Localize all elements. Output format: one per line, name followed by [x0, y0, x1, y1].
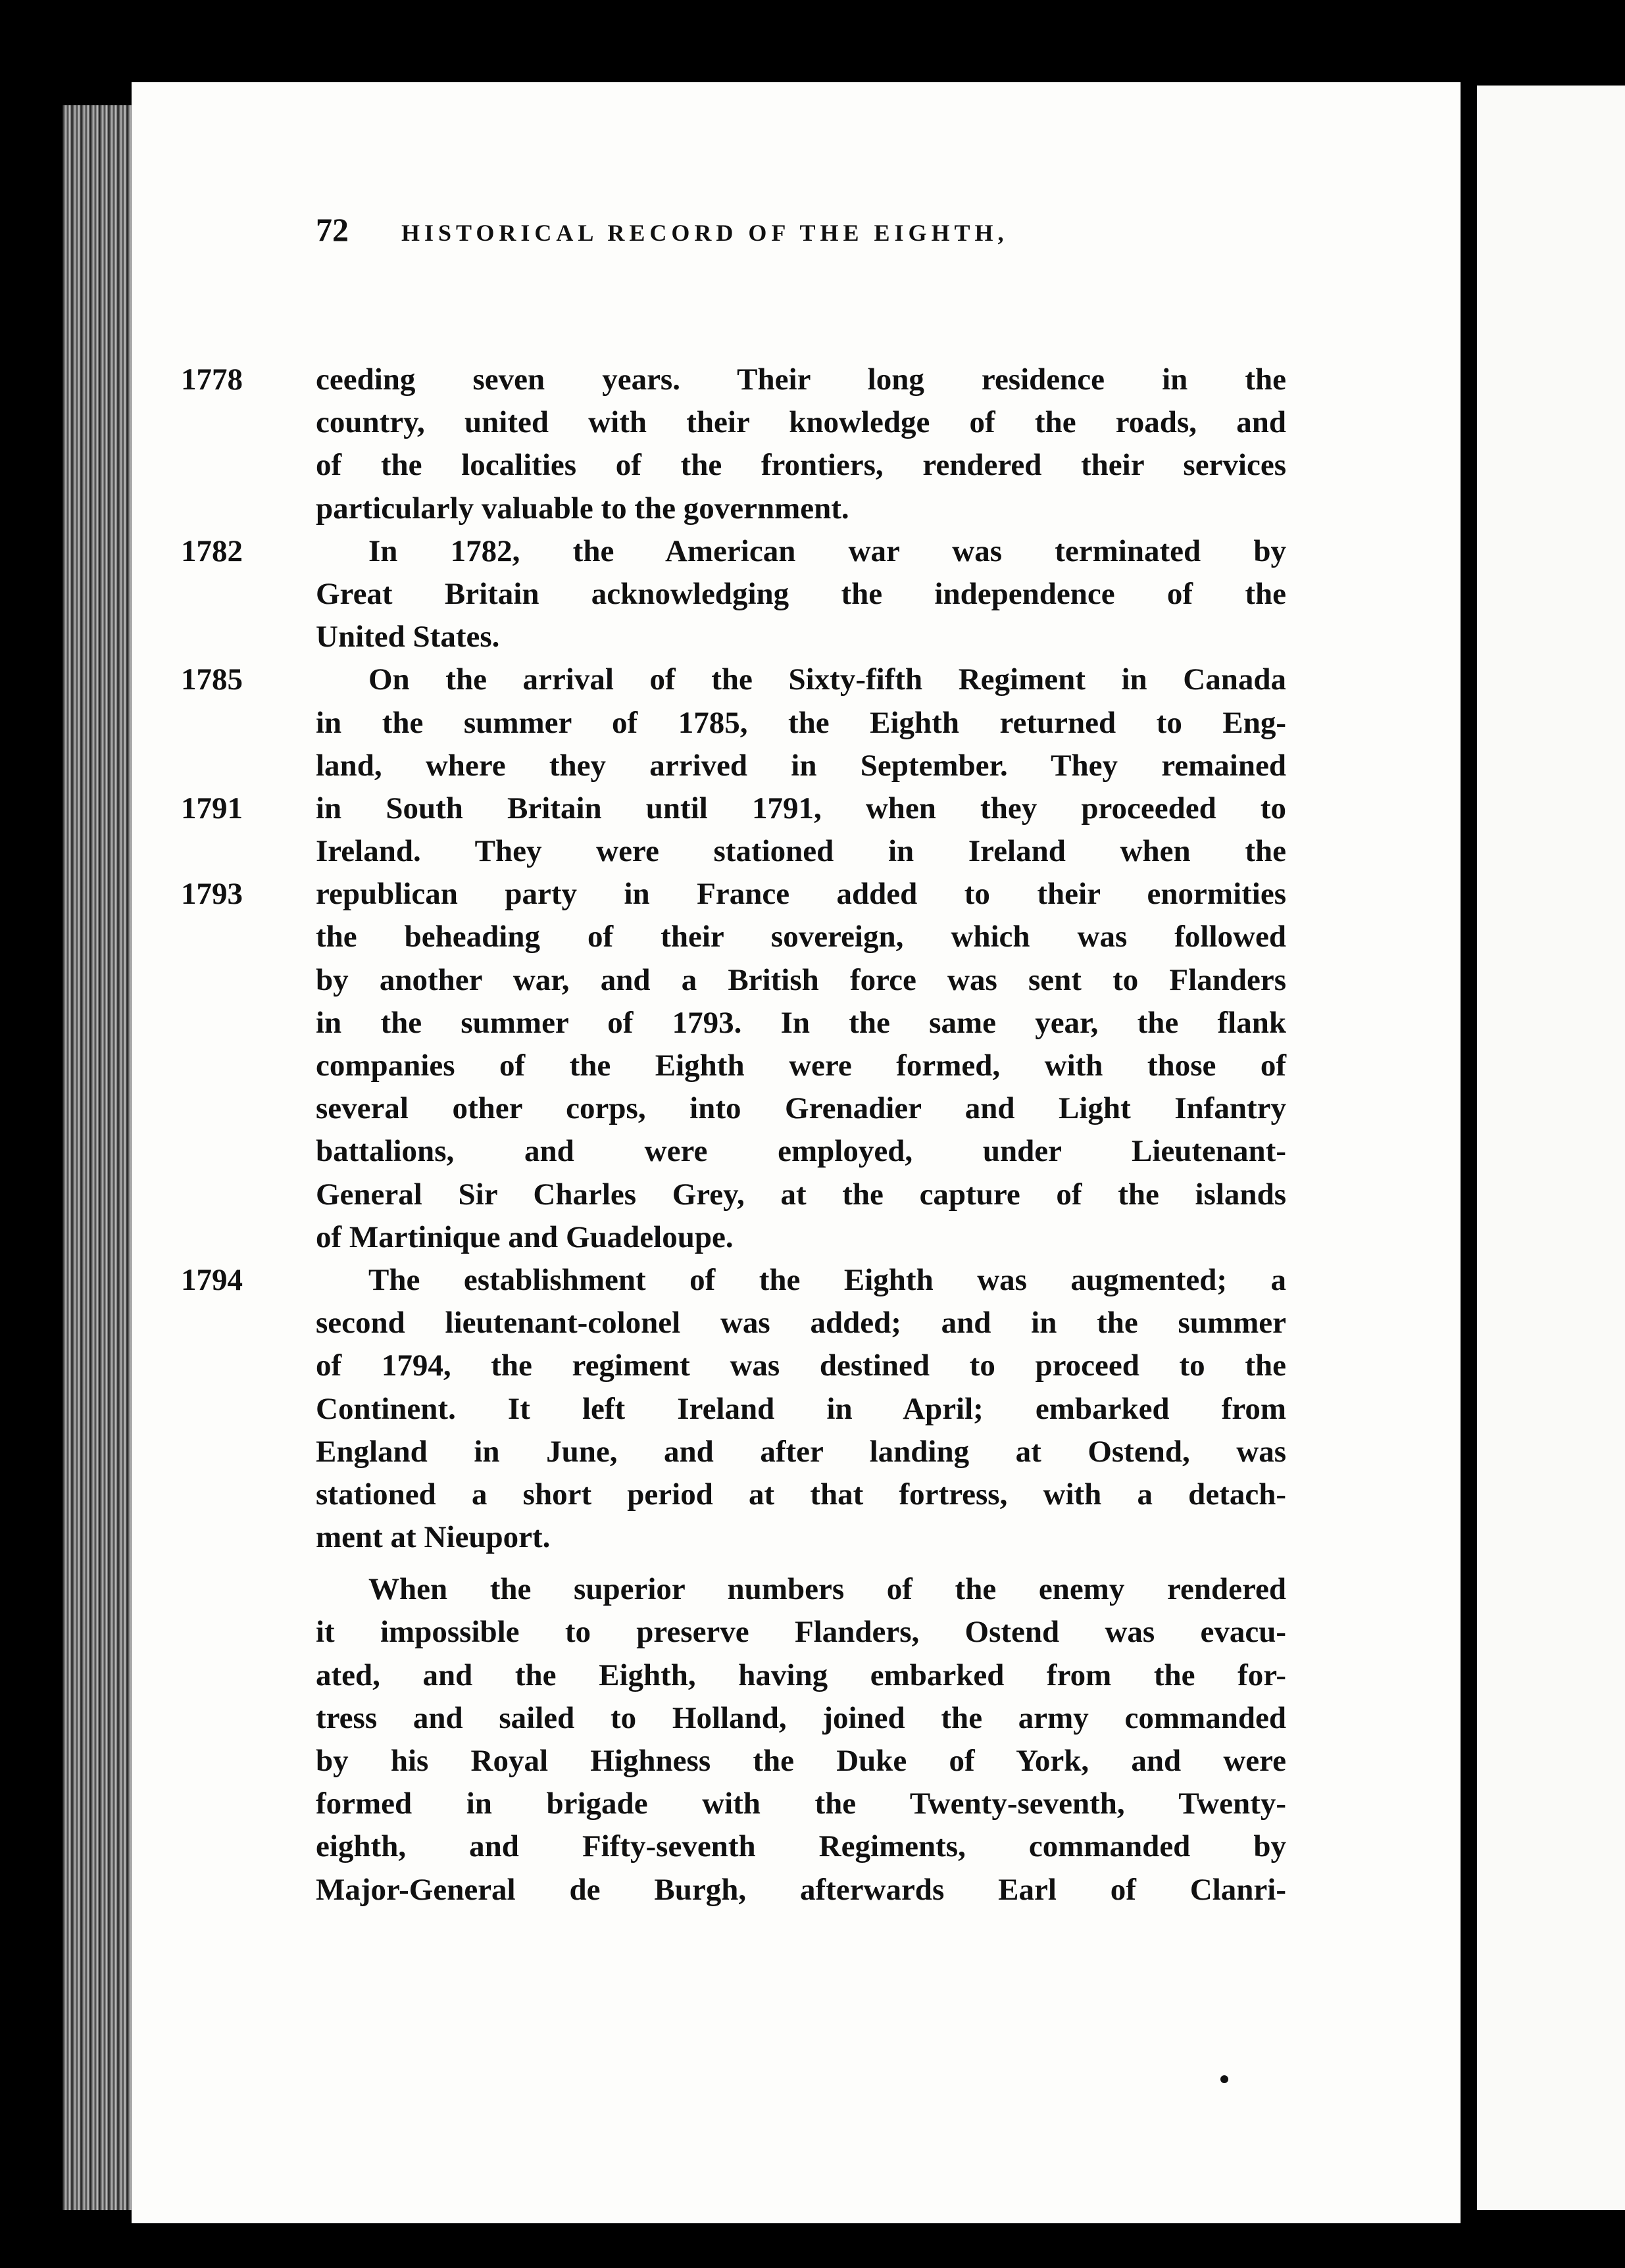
running-title: HISTORICAL RECORD OF THE EIGHTH,: [401, 220, 1009, 246]
line-text: by another war, and a British force was sent to Flanders: [316, 962, 1286, 997]
text-line: [181, 873, 1286, 916]
text-line: [316, 959, 1286, 1002]
text-line: [316, 916, 1286, 958]
line-text: second lieutenant-colonel was added; and in the summer: [316, 1306, 1286, 1341]
text-line: [316, 573, 1286, 616]
line-text: the beheading of their sovereign, which was followed: [316, 920, 1286, 954]
ink-dot: [1220, 2075, 1228, 2083]
text-line: [316, 830, 1286, 873]
line-text: The establishment of the Eighth was augmented; a: [368, 1262, 1286, 1297]
line-text: England in June, and after landing at Ostend, was: [316, 1434, 1286, 1469]
line-text: On the arrival of the Sixty-fifth Regiment in Canada: [368, 662, 1286, 697]
text-line: [316, 1130, 1286, 1173]
facing-page: [1477, 86, 1625, 2210]
line-text: ceeding seven years. Their long residence in the: [316, 362, 1286, 397]
line-text: in the summer of 1785, the Eighth returned to Eng-: [316, 705, 1286, 740]
margin-year: 1793: [181, 877, 243, 912]
line-text: it impossible to preserve Flanders, Ostend was evacu-: [316, 1615, 1286, 1650]
text-line: [316, 401, 1286, 444]
page-number: 72: [316, 211, 349, 248]
text-line: [316, 1740, 1286, 1783]
line-text: of the localities of the frontiers, rendered their services: [316, 448, 1286, 483]
text-line: [181, 530, 1286, 573]
text-line: [316, 1431, 1286, 1473]
line-text: eighth, and Fifty-seventh Regiments, commanded by: [316, 1829, 1286, 1864]
text-line: [316, 1697, 1286, 1740]
line-text: in the summer of 1793. In the same year, the flank: [316, 1005, 1286, 1040]
margin-year: 1791: [181, 791, 243, 826]
line-text: General Sir Charles Grey, at the capture of the islands: [316, 1177, 1286, 1212]
text-line: [316, 1825, 1286, 1868]
margin-year: 1782: [181, 533, 243, 568]
line-text: United States.: [316, 620, 500, 654]
text-line: [316, 487, 1286, 530]
text-line: [316, 1654, 1286, 1697]
line-text: In 1782, the American war was terminated by: [368, 533, 1286, 568]
text-line: [316, 1388, 1286, 1431]
line-text: tress and sailed to Holland, joined the army commanded: [316, 1700, 1286, 1735]
margin-year: 1794: [181, 1262, 243, 1297]
line-text: When the superior numbers of the enemy rendered: [368, 1572, 1286, 1607]
line-text: formed in brigade with the Twenty-seventh, Twenty-: [316, 1787, 1286, 1821]
body-text: [181, 358, 1286, 1911]
text-line: [316, 616, 1286, 658]
text-line: [316, 1302, 1286, 1344]
text-line: [316, 1087, 1286, 1130]
line-text: Continent. It left Ireland in April; embarked from: [316, 1391, 1286, 1426]
margin-year: 1778: [181, 362, 243, 397]
text-line: [316, 1173, 1286, 1216]
line-text: companies of the Eighth were formed, with those of: [316, 1048, 1286, 1083]
text-line: [316, 1216, 1286, 1259]
text-line: [316, 1344, 1286, 1387]
line-text: battalions, and were employed, under Lieutenant-: [316, 1134, 1286, 1169]
line-text: of 1794, the regiment was destined to proceed to the: [316, 1348, 1286, 1383]
line-text: Great Britain acknowledging the independence of the: [316, 576, 1286, 611]
line-text: Ireland. They were stationed in Ireland when the: [316, 834, 1286, 869]
text-line: [316, 1611, 1286, 1654]
line-text: several other corps, into Grenadier and Light Infantry: [316, 1091, 1286, 1126]
line-text: in South Britain until 1791, when they proceeded to: [316, 791, 1286, 826]
text-line: [316, 1869, 1286, 1911]
line-text: land, where they arrived in September. They remained: [316, 748, 1286, 783]
line-text: by his Royal Highness the Duke of York, and were: [316, 1744, 1286, 1778]
margin-year: 1785: [181, 662, 243, 697]
text-line: [316, 1783, 1286, 1825]
line-text: particularly valuable to the government.: [316, 491, 849, 526]
text-line: [181, 358, 1286, 401]
text-line: [316, 1002, 1286, 1045]
text-line: [181, 1259, 1286, 1302]
page-header: [316, 210, 1303, 263]
text-line: [316, 1473, 1286, 1516]
text-line: [181, 658, 1286, 701]
line-text: Major-General de Burgh, afterwards Earl of Clanri-: [316, 1872, 1286, 1907]
line-text: ated, and the Eighth, having embarked from the for-: [316, 1658, 1286, 1692]
text-line: [316, 444, 1286, 487]
text-line: [316, 745, 1286, 787]
line-text: of Martinique and Guadeloupe.: [316, 1220, 734, 1254]
text-line: [316, 702, 1286, 745]
text-line: [316, 1045, 1286, 1087]
text-line: [181, 787, 1286, 830]
text-line: [316, 1568, 1286, 1611]
line-text: republican party in France added to their enormities: [316, 877, 1286, 912]
line-text: ment at Nieuport.: [316, 1520, 551, 1555]
line-text: country, united with their knowledge of the roads, and: [316, 405, 1286, 440]
line-text: stationed a short period at that fortress, with a detach-: [316, 1477, 1286, 1512]
text-line: [316, 1516, 1286, 1559]
